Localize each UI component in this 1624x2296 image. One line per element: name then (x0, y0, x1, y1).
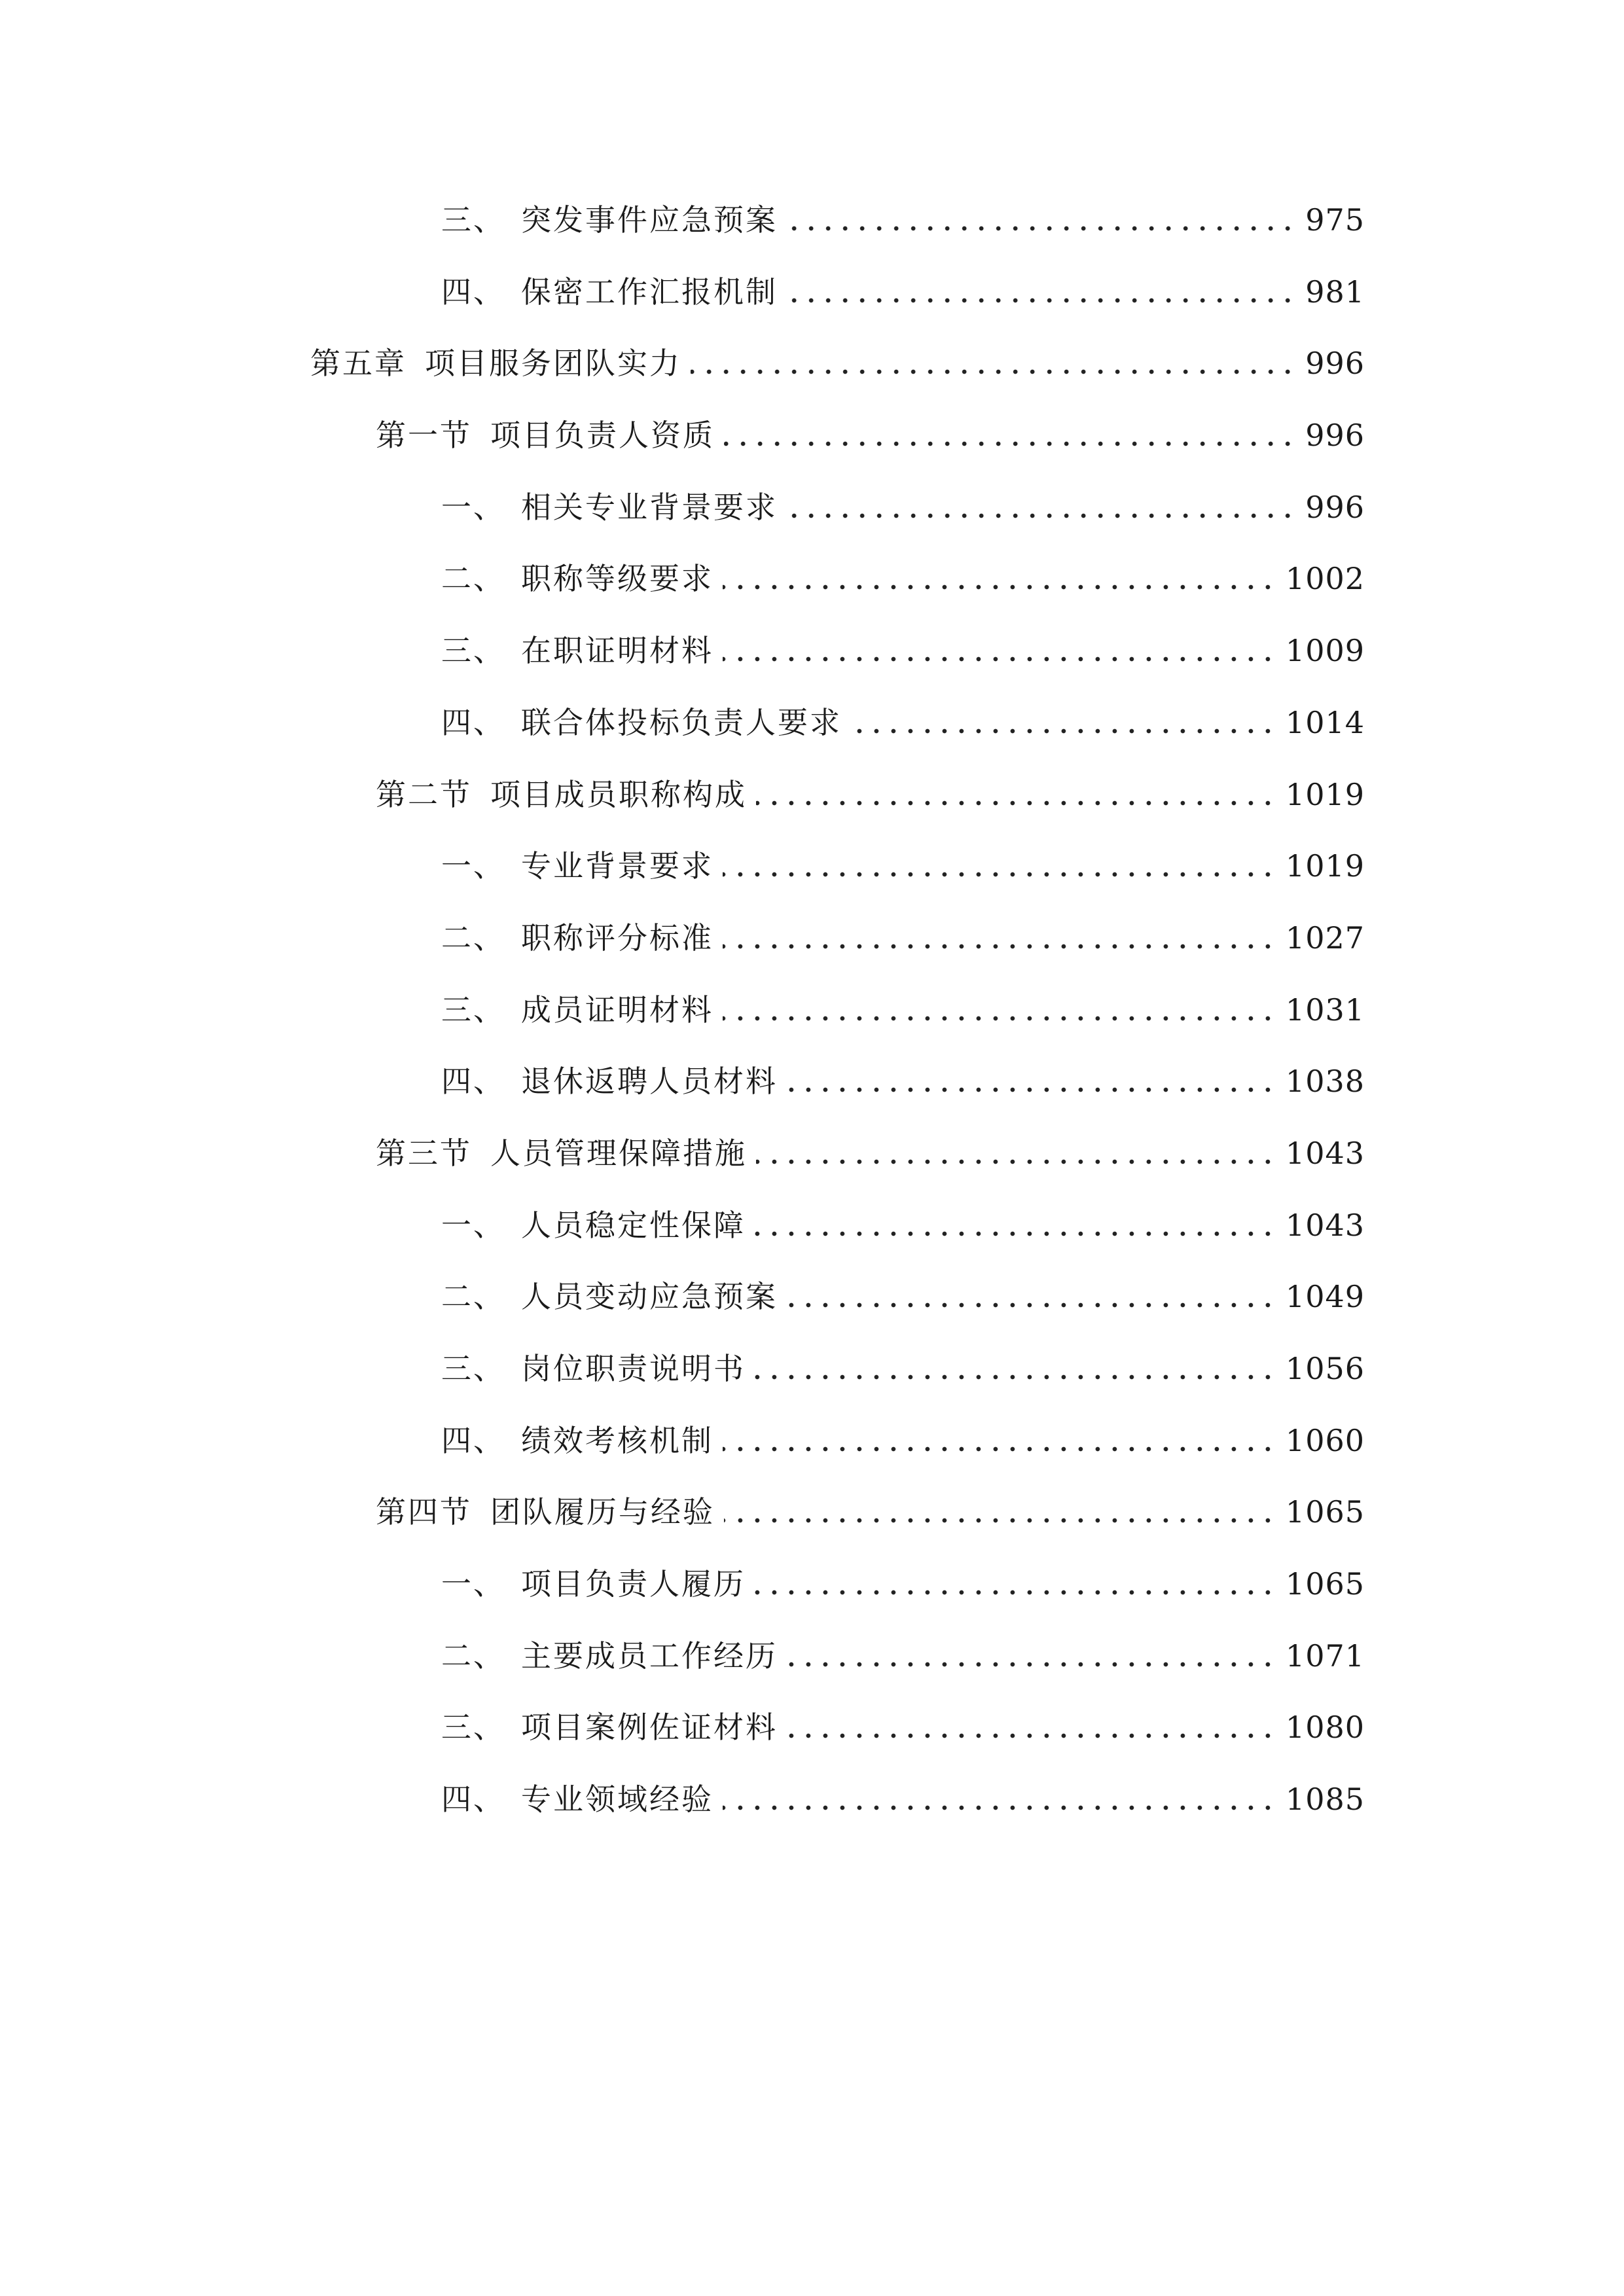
dot-leader (787, 512, 1296, 519)
toc-entry-title: 绩效考核机制 (521, 1422, 713, 1458)
dot-leader (787, 225, 1296, 232)
toc-entry-label (441, 489, 778, 526)
toc-entry-page-number: 1065 (1285, 1566, 1365, 1602)
toc-entry-page-number: 1031 (1285, 992, 1365, 1028)
toc-entry-number: 四、 (441, 274, 505, 310)
dot-leader (723, 943, 1276, 950)
toc-entry-label (376, 417, 715, 454)
toc-entry-title: 人员管理保障措施 (490, 1135, 747, 1171)
toc-entry-label (441, 1422, 713, 1459)
dot-leader (723, 656, 1276, 662)
dot-leader (755, 1589, 1276, 1596)
toc-entry-page-number: 1002 (1285, 561, 1365, 597)
toc-entry-line (441, 1198, 1365, 1244)
toc-entry-title: 人员变动应急预案 (521, 1279, 778, 1315)
toc-entry-label (441, 1709, 778, 1746)
toc-entry-section[interactable] (0, 1484, 1624, 1556)
toc-entry-item[interactable] (0, 1413, 1624, 1485)
toc-entry-item[interactable] (0, 1556, 1624, 1628)
toc-entry-title: 成员证明材料 (521, 992, 713, 1028)
toc-entry-label (441, 560, 713, 597)
toc-entry-line (441, 1054, 1365, 1100)
toc-entry-title: 项目案例佐证材料 (521, 1710, 778, 1746)
toc-entry-page-number: 996 (1305, 489, 1365, 525)
toc-entry-page-number: 1080 (1285, 1710, 1365, 1746)
toc-entry-number: 四、 (441, 1782, 505, 1818)
toc-entry-item[interactable] (0, 982, 1624, 1054)
toc-entry-number: 二、 (441, 561, 505, 597)
toc-entry-label (376, 776, 747, 813)
toc-entry-line (376, 1484, 1365, 1530)
dot-leader (723, 584, 1276, 590)
dot-leader (787, 1732, 1276, 1739)
toc-entry-number: 三、 (441, 1710, 505, 1746)
toc-entry-line (310, 336, 1365, 382)
toc-entry-number: 一、 (441, 1207, 505, 1243)
toc-entry-item[interactable] (0, 910, 1624, 982)
toc-entry-label (441, 1207, 746, 1244)
toc-entry-page-number: 1049 (1285, 1279, 1365, 1315)
toc-entry-page-number: 1019 (1285, 776, 1365, 812)
toc-entry-line (441, 1628, 1365, 1674)
toc-entry-line (441, 192, 1365, 238)
toc-entry-label (376, 1494, 715, 1530)
toc-entry-chapter[interactable] (0, 336, 1624, 408)
toc-entry-item[interactable] (0, 551, 1624, 623)
toc-entry-title: 主要成员工作经历 (521, 1638, 778, 1674)
dot-leader (723, 871, 1276, 878)
toc-entry-number: 三、 (441, 1351, 505, 1386)
toc-entry-number: 三、 (441, 202, 505, 238)
dot-leader (724, 1517, 1276, 1524)
toc-entry-line (441, 910, 1365, 956)
toc-entry-page-number: 1043 (1285, 1135, 1365, 1171)
toc-entry-title: 保密工作汇报机制 (521, 274, 778, 310)
toc-entry-label (441, 274, 778, 310)
dot-leader (723, 1015, 1276, 1022)
toc-entry-label (441, 1638, 778, 1674)
toc-entry-title: 岗位职责说明书 (521, 1351, 746, 1386)
toc-entry-label (310, 345, 681, 382)
toc-entry-item[interactable] (0, 695, 1624, 767)
toc-entry-item[interactable] (0, 1772, 1624, 1844)
toc-entry-page-number: 996 (1305, 346, 1365, 382)
toc-entry-title: 职称评分标准 (521, 920, 713, 956)
toc-entry-label (441, 1566, 746, 1602)
toc-entry-item[interactable] (0, 1628, 1624, 1700)
toc-entry-line (441, 1341, 1365, 1387)
toc-entry-number: 一、 (441, 848, 505, 884)
toc-entry-line (441, 1556, 1365, 1602)
toc-entry-number: 三、 (441, 633, 505, 669)
toc-entry-number: 二、 (441, 1638, 505, 1674)
toc-entry-number: 一、 (441, 1566, 505, 1602)
toc-entry-section[interactable] (0, 767, 1624, 839)
toc-entry-line (376, 1126, 1365, 1172)
toc-entry-number: 第五章 (310, 346, 406, 382)
toc-entry-page-number: 1071 (1285, 1638, 1365, 1674)
toc-entry-label (441, 992, 713, 1028)
dot-leader (787, 297, 1296, 304)
toc-entry-page-number: 1065 (1285, 1494, 1365, 1530)
toc-entry-line (441, 695, 1365, 741)
toc-entry-number: 一、 (441, 489, 505, 525)
toc-entry-title: 项目负责人履历 (521, 1566, 746, 1602)
toc-entry-number: 四、 (441, 704, 505, 740)
toc-entry-page-number: 1060 (1285, 1422, 1365, 1458)
toc-entry-item[interactable] (0, 264, 1624, 336)
toc-entry-number: 四、 (441, 1422, 505, 1458)
toc-entry-number: 二、 (441, 920, 505, 956)
toc-entry-page-number: 981 (1305, 274, 1365, 310)
toc-entry-title: 在职证明材料 (521, 633, 713, 669)
dot-leader (756, 800, 1276, 806)
toc-entry-number: 第二节 (376, 776, 472, 812)
dot-leader (787, 1302, 1276, 1308)
toc-entry-line (441, 1269, 1365, 1315)
toc-entry-title: 专业背景要求 (521, 848, 713, 884)
toc-entry-line (441, 480, 1365, 526)
toc-entry-number: 二、 (441, 1279, 505, 1315)
toc-entry-line (376, 767, 1365, 813)
toc-entry-number: 第一节 (376, 418, 472, 454)
dot-leader (787, 1086, 1276, 1093)
toc-entry-title: 项目服务团队实力 (425, 346, 681, 382)
toc-entry-section[interactable] (0, 408, 1624, 480)
toc-entry-page-number: 1014 (1285, 704, 1365, 740)
toc-entry-item[interactable] (0, 192, 1624, 264)
toc-entry-item[interactable] (0, 1054, 1624, 1126)
toc-entry-line (441, 1413, 1365, 1459)
toc-entry-title: 项目成员职称构成 (490, 776, 747, 812)
toc-entry-label (441, 920, 713, 956)
toc-entry-number: 三、 (441, 992, 505, 1028)
toc-entry-page-number: 975 (1305, 202, 1365, 238)
toc-entry-section[interactable] (0, 1126, 1624, 1198)
toc-entry-title: 专业领域经验 (521, 1782, 713, 1818)
toc-entry-page-number: 1043 (1285, 1207, 1365, 1243)
table-of-contents (0, 192, 1624, 1844)
dot-leader (755, 1230, 1276, 1237)
toc-entry-label (441, 1350, 746, 1387)
toc-entry-line (441, 264, 1365, 310)
toc-entry-title: 项目负责人资质 (490, 418, 715, 454)
toc-entry-label (441, 704, 842, 741)
dot-leader (756, 1158, 1276, 1165)
toc-entry-label (441, 1781, 713, 1818)
toc-entry-item[interactable] (0, 838, 1624, 910)
toc-entry-page-number: 996 (1305, 418, 1365, 454)
toc-entry-line (441, 623, 1365, 669)
toc-entry-label (441, 202, 778, 238)
toc-entry-label (441, 1278, 778, 1315)
toc-entry-label (441, 848, 713, 884)
toc-entry-title: 人员稳定性保障 (521, 1207, 746, 1243)
toc-entry-item[interactable] (0, 623, 1624, 695)
toc-entry-title: 相关专业背景要求 (521, 489, 778, 525)
toc-entry-item[interactable] (0, 1269, 1624, 1341)
toc-entry-line (441, 838, 1365, 884)
toc-entry-page-number: 1009 (1285, 633, 1365, 669)
dot-leader (724, 440, 1296, 447)
toc-entry-title: 职称等级要求 (521, 561, 713, 597)
dot-leader (723, 1804, 1276, 1811)
toc-entry-label (376, 1135, 747, 1172)
toc-entry-title: 团队履历与经验 (490, 1494, 715, 1530)
toc-entry-line (441, 1772, 1365, 1818)
dot-leader (691, 368, 1296, 375)
toc-entry-title: 联合体投标负责人要求 (521, 704, 842, 740)
toc-entry-page-number: 1038 (1285, 1064, 1365, 1100)
toc-entry-title: 突发事件应急预案 (521, 202, 778, 238)
dot-leader (723, 1446, 1276, 1452)
toc-entry-item[interactable] (0, 1341, 1624, 1413)
toc-entry-line (441, 1700, 1365, 1746)
toc-entry-page-number: 1019 (1285, 848, 1365, 884)
toc-entry-number: 第三节 (376, 1135, 472, 1171)
toc-entry-item[interactable] (0, 480, 1624, 552)
toc-entry-page-number: 1027 (1285, 920, 1365, 956)
toc-entry-line (376, 408, 1365, 454)
toc-entry-number: 第四节 (376, 1494, 472, 1530)
toc-entry-title: 退休返聘人员材料 (521, 1064, 778, 1100)
toc-entry-label (441, 1063, 778, 1100)
toc-entry-item[interactable] (0, 1198, 1624, 1270)
dot-leader (851, 728, 1276, 734)
dot-leader (787, 1661, 1276, 1668)
toc-entry-page-number: 1056 (1285, 1351, 1365, 1386)
dot-leader (755, 1374, 1276, 1380)
toc-entry-item[interactable] (0, 1700, 1624, 1772)
toc-entry-page-number: 1085 (1285, 1782, 1365, 1818)
toc-entry-line (441, 982, 1365, 1028)
toc-entry-line (441, 551, 1365, 597)
toc-entry-label (441, 632, 713, 669)
toc-entry-number: 四、 (441, 1064, 505, 1100)
